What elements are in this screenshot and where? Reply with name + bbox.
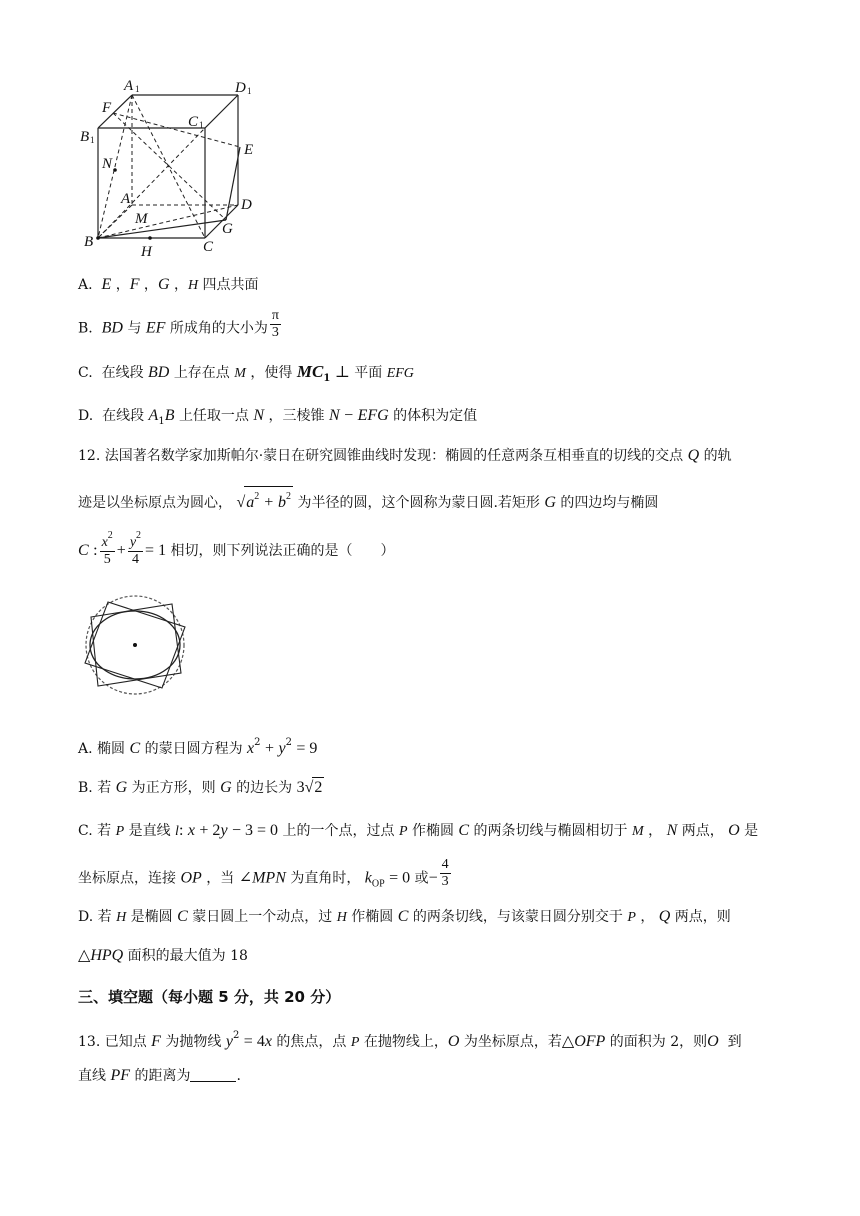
q12-option-c-line2: 坐标原点，连接 OP ，当 ∠MPN 为直角时， $k_{OP} = 0$ 或− $\frac{4}{3}$ [78,857,449,890]
svg-text:1: 1 [247,86,252,96]
svg-text:1: 1 [199,120,204,130]
q12-line2: 迹是以坐标原点为圆心， $√a^2 + b^2$ 为半径的圆，这个圆称为蒙日圆.若矩形 G 的四边均与椭圆 [78,486,658,513]
section-title: 三、填空题（每小题 5 分，共 20 分） [78,988,341,1006]
line-b-c1 [98,128,205,238]
svg-text:1: 1 [135,84,140,94]
q11-option-b: B. BD 与 EF 所成角的大小为 $\frac{\pi}{3}$ [78,308,279,340]
q11-option-a: A. E ，F ，G ，H 四点共面 [78,276,259,293]
label-f: F [102,100,112,116]
q11-option-c: C. 在线段 BD 上存在点 M ，使得 $MC_1$ ⊥ 平面 EFG [78,362,414,384]
label-e: E [244,142,254,158]
q12-line1: 12. 法国著名数学家加斯帕尔·蒙日在研究圆锥曲线时发现：椭圆的任意两条互相垂直的切线的交点 Q 的轨 [78,447,732,464]
label-c1: C [188,114,199,130]
label-n: N [102,156,113,172]
q12-option-a: A. 椭圆 C 的蒙日圆方程为 $x^2 + y^2 = 9$ [78,737,318,757]
q11-option-d: D. 在线段 $A_1B$ 上任取一点 N ，三棱锥 N − EFG 的体积为定值 [78,407,478,427]
label-c: C [203,239,214,255]
point-b [96,236,100,240]
q12-line3: C : $\frac{x^2}{5}$ + $\frac{y^2}{4}$ = 1 相切，则下列说法正确的是（ ） [78,530,395,567]
svg-text:1: 1 [90,135,95,145]
q12-option-d-line2: △HPQ 面积的最大值为 18 [78,947,248,964]
label-d1: D [235,80,246,96]
point-n [113,168,117,172]
q13-line2: 直线 PF 的距离为 . [78,1067,241,1084]
label-d: D [241,197,252,213]
point-h [148,236,152,240]
label-b: B [84,234,94,250]
edge-d1-c1 [205,95,238,128]
label-a: A [121,191,131,207]
monge-circle-figure [78,593,192,697]
cube-figure [76,74,276,260]
fraction: $\frac{\pi}{3}$ [271,308,279,340]
label-b1: B [80,129,90,145]
q12-option-d-line1: D. 若 H 是椭圆 C 蒙日圆上一个动点，过 H 作椭圆 C 的两条切线，与该蒙日圆分别交于 P ， Q 两点，则 [78,908,731,925]
q13-line1: 13. 已知点 F 为抛物线 $y^2 = 4x$ 的焦点，点 P 在抛物线上，O 为坐标原点，若△OFP 的面积为 2，则O 到 [78,1030,742,1050]
label-a1: A [124,78,134,94]
label-h: H [141,244,152,260]
q12-option-c-line1: C. 若 P 是直线 l: x + 2y − 3 = 0 上的一个点，过点 P 作椭圆 C 的两条切线与椭圆相切于 M ， N 两点， O 是 [78,822,759,839]
label-g: G [222,221,233,237]
answer-blank[interactable] [190,1067,236,1082]
label-m: M [135,211,148,227]
q12-option-b: B. 若 G 为正方形，则 G 的边长为 3√2 [78,779,323,796]
